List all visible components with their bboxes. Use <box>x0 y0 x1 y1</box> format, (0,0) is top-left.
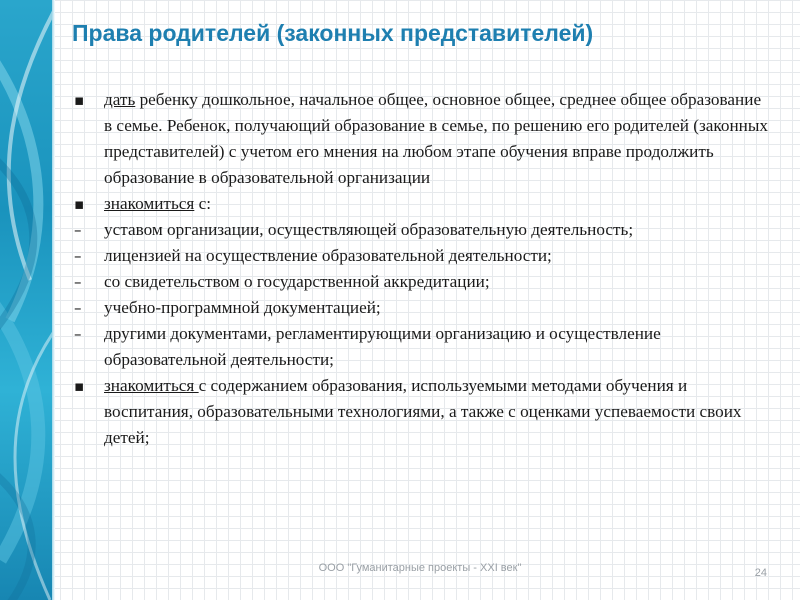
dash-marker: – <box>74 221 82 239</box>
list-item <box>72 191 772 217</box>
bullet-marker: ▪ <box>74 195 85 213</box>
dash-marker: – <box>74 299 82 317</box>
list-item <box>72 243 772 269</box>
item-text: другими документами, регламентирующими организацию и осуществление образовательной деятельности; <box>104 324 661 369</box>
dash-marker: – <box>74 273 82 291</box>
item-text: учебно-программной документацией; <box>104 298 381 317</box>
list-item <box>72 269 772 295</box>
item-lead: знакомиться <box>104 194 195 213</box>
list-item <box>72 87 772 191</box>
dash-marker: – <box>74 325 82 343</box>
item-text: со свидетельством о государственной аккредитации; <box>104 272 490 291</box>
item-text: с: <box>194 194 212 213</box>
list-item <box>72 217 772 243</box>
page-number: 24 <box>754 567 767 579</box>
bullet-marker: ▪ <box>74 91 85 109</box>
item-text: ребенку дошкольное, начальное общее, основное общее, среднее общее образование в семье. Ребенок, получающий образование в семье, по решению его родителей (законных представителей) с учетом его мнения на любом этапе обучения вправе продолжить образование в образовательной организации <box>104 90 769 187</box>
item-lead: дать <box>104 90 136 109</box>
item-text: с содержанием образования, используемыми методами обучения и воспитания, образовательными технологиями, а также с оценками успеваемости своих детей; <box>104 376 742 447</box>
dash-marker: – <box>74 247 82 265</box>
slide-title: Права родителей (законных представителей) <box>72 20 594 46</box>
bullet-marker: ▪ <box>74 377 85 395</box>
item-text: уставом организации, осуществляющей образовательную деятельность; <box>104 220 634 239</box>
decorative-side-band <box>0 0 52 600</box>
footer-text: ООО "Гуманитарные проекты - XXI век" <box>318 562 522 574</box>
list-item <box>72 295 772 321</box>
list-item <box>72 321 772 373</box>
side-band-edge <box>52 0 55 600</box>
item-lead: знакомиться <box>104 376 199 395</box>
wave-pattern <box>0 0 52 600</box>
rights-list <box>72 87 772 451</box>
list-item <box>72 373 772 451</box>
item-text: лицензией на осуществление образовательной деятельности; <box>104 246 552 265</box>
